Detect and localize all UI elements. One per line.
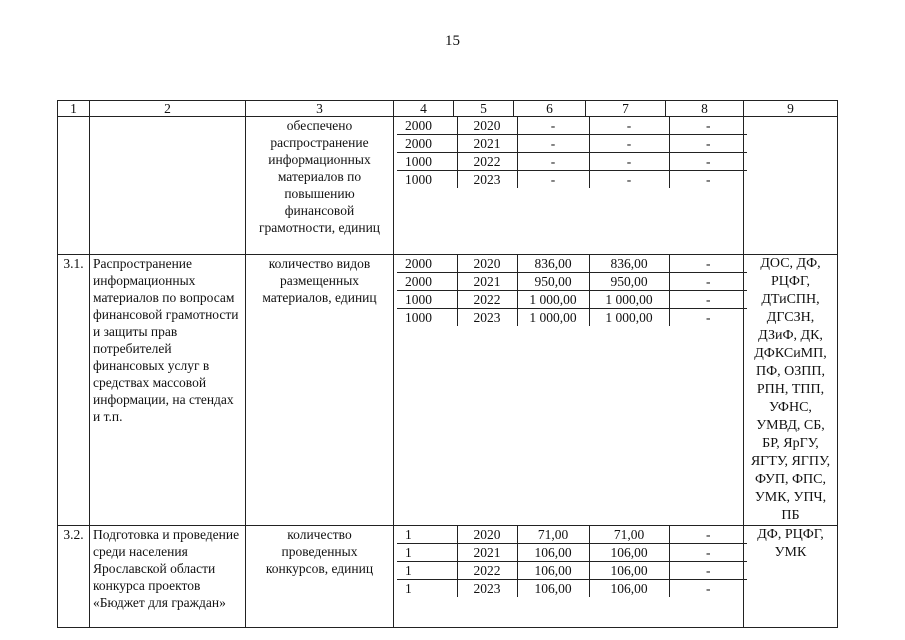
value-cell: 106,00 [589,544,669,562]
header-row [58,101,838,117]
year-cell: 2021 [457,135,517,153]
value-cell: 1 000,00 [517,309,589,327]
value-cell: 71,00 [589,526,669,544]
indicator-text: обеспечено распространение информационных материалов по повышению финансовой грамотности, единиц [246,117,394,255]
header-cell: 9 [744,101,838,117]
value-cell: - [669,291,747,309]
value-cell: - [706,581,711,596]
value-cell: 106,00 [517,562,589,580]
indicator-text: количество проведенных конкурсов, единиц [246,526,394,628]
year-cell: 2021 [457,273,517,291]
year-cell: 2023 [457,309,517,327]
row-number [58,117,90,255]
header-cell: 3 [246,101,394,117]
value-cell: 71,00 [517,526,589,544]
amount-cell: 1000 [397,171,457,189]
year-row [397,171,747,189]
table-row [58,255,838,526]
year-row [397,562,747,580]
year-row [397,291,747,309]
year-row [397,526,747,544]
measures-table [57,100,838,628]
year-cell: 2023 [457,171,517,189]
value-cell: - [669,117,747,135]
value-cell: - [589,117,669,135]
value-cell: 106,00 [517,544,589,562]
value-cell: - [517,117,589,135]
value-cell: - [669,135,747,153]
table-row [58,117,838,255]
year-row [397,117,747,135]
value-cell: 950,00 [589,273,669,291]
page-number: 15 [445,33,460,49]
year-row [397,544,747,562]
year-cell: 2022 [457,291,517,309]
yearly-values [394,117,744,255]
value-cell: - [669,255,747,273]
measure-description: Подготовка и проведение среди населения Ярославской области конкурса проектов «Бюджет для граждан» [90,526,246,628]
header-cell: 1 [58,101,90,117]
value-cell: - [517,153,589,171]
year-row [397,580,747,598]
yearly-values [394,526,744,628]
value-cell: 106,00 [589,580,669,598]
value-cell: - [517,135,589,153]
value-cell: 106,00 [517,580,589,598]
value-cell: - [669,562,747,580]
amount-cell: 1 [397,562,457,580]
value-cell: 950,00 [517,273,589,291]
amount-cell: 1 [397,544,457,562]
year-row [397,255,747,273]
year-cell: 2023 [457,580,517,598]
header-cell: 5 [454,101,514,117]
value-cell: - [589,171,669,189]
amount-cell: 1000 [397,153,457,171]
value-cell: - [669,544,747,562]
header-cell: 4 [394,101,454,117]
value-cell: - [669,526,747,544]
year-row [397,273,747,291]
header-cell: 8 [666,101,744,117]
amount-cell: 2000 [397,117,457,135]
year-cell: 2020 [457,526,517,544]
header-cell: 2 [90,101,246,117]
value-cell: 1 000,00 [589,309,669,327]
value-cell: 1 000,00 [589,291,669,309]
measure-description [90,117,246,255]
amount-cell: 2000 [397,135,457,153]
amount-cell: 2000 [397,255,457,273]
value-cell: - [706,310,711,325]
year-cell: 2020 [457,255,517,273]
value-cell: - [589,153,669,171]
amount-cell: 1 [397,526,457,544]
value-cell: 1 000,00 [517,291,589,309]
value-cell: 836,00 [589,255,669,273]
amount-cell: 1 [397,580,457,598]
year-cell: 2021 [457,544,517,562]
measure-description: Распространение информационных материалов по вопросам финансовой грамотности и защиты прав потребителей финансовых услуг в средствах массовой информации, на стендах и т.п. [90,255,246,526]
year-row [397,153,747,171]
year-cell: 2022 [457,562,517,580]
amount-cell: 2000 [397,273,457,291]
value-cell: - [517,171,589,189]
table-row [58,526,838,628]
value-cell: - [669,153,747,171]
year-row [397,309,747,327]
yearly-values [394,255,744,526]
amount-cell: 1000 [397,291,457,309]
responsible-orgs: ДФ, РЦФГ, УМК [744,526,838,628]
year-cell: 2020 [457,117,517,135]
value-cell: - [706,172,711,187]
row-number: 3.2. [58,526,90,628]
year-cell: 2022 [457,153,517,171]
value-cell: - [669,273,747,291]
value-cell: - [589,135,669,153]
amount-cell: 1000 [397,309,457,327]
header-cell: 7 [586,101,666,117]
header-cell: 6 [514,101,586,117]
responsible-orgs: ДОС, ДФ, РЦФГ, ДТиСПН, ДГСЗН, ДЗиФ, ДК, ДФКСиМП, ПФ, ОЗПП, РПН, ТПП, УФНС, УМВД, СБ, БР, ЯрГУ, ЯГТУ, ЯГПУ, ФУП, ФПС, УМК, УПЧ, ПБ [744,255,838,526]
value-cell: 106,00 [589,562,669,580]
year-row [397,135,747,153]
value-cell: 836,00 [517,255,589,273]
row-number: 3.1. [58,255,90,526]
indicator-text: количество видов размещенных материалов, единиц [246,255,394,526]
responsible-orgs [744,117,838,255]
